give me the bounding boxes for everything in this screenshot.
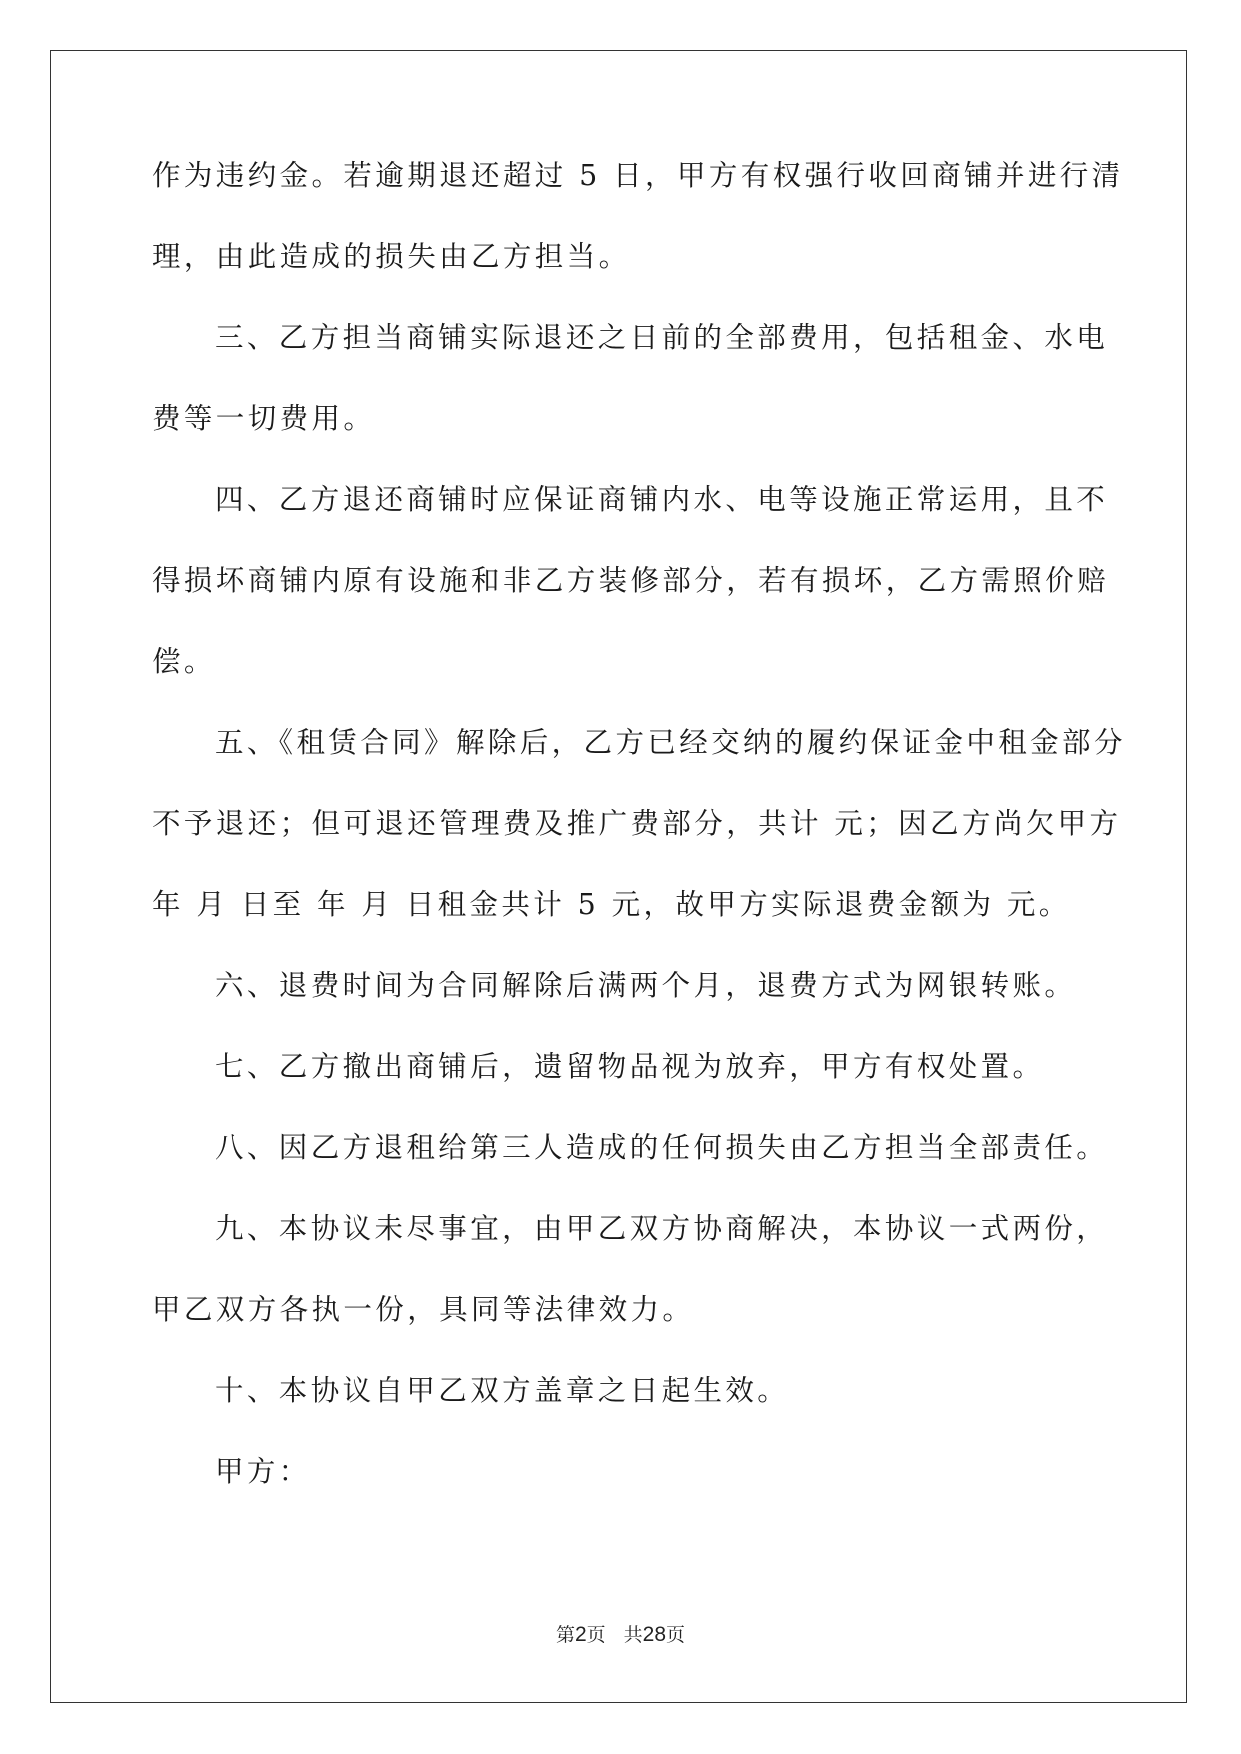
- clause-5: 五、《租赁合同》解除后，乙方已经交纳的履约保证金中租金部分: [215, 726, 1126, 759]
- text-line: 甲乙双方各执一份，具同等法律效力。: [152, 1293, 695, 1326]
- clause-3: 三、乙方担当商铺实际退还之日前的全部费用，包括租金、水电: [215, 321, 1109, 354]
- text-line: 不予退还；但可退还管理费及推广费部分，共计 元；因乙方尚欠甲方: [152, 807, 1122, 840]
- total-unit: 页: [666, 1624, 686, 1646]
- text-line: 费等一切费用。: [152, 402, 376, 435]
- document-body: [152, 158, 1126, 1535]
- page-footer: [0, 1620, 1241, 1647]
- text-line: 作为违约金。若逾期退还超过 5 日，甲方有权强行收回商铺并进行清: [152, 159, 1124, 192]
- clause-8: 八、因乙方退租给第三人造成的任何损失由乙方担当全部责任。: [215, 1131, 1109, 1164]
- party-a-label: 甲方：: [215, 1455, 311, 1488]
- clause-9: 九、本协议未尽事宜，由甲乙双方协商解决，本协议一式两份，: [215, 1212, 1109, 1245]
- text-line: 理，由此造成的损失由乙方担当。: [152, 240, 631, 273]
- total-prefix: 共: [623, 1624, 643, 1646]
- text-line: 得损坏商铺内原有设施和非乙方装修部分，若有损坏，乙方需照价赔: [152, 564, 1110, 597]
- page-prefix: 第: [555, 1624, 575, 1646]
- page-unit: 页: [586, 1624, 606, 1646]
- clause-10: 十、本协议自甲乙双方盖章之日起生效。: [215, 1374, 790, 1407]
- text-line: 年 月 日至 年 月 日租金共计 5 元，故甲方实际退费金额为 元。: [152, 888, 1071, 921]
- text-line: 偿。: [152, 645, 216, 678]
- page-number: 2: [574, 1623, 587, 1646]
- clause-6: 六、退费时间为合同解除后满两个月，退费方式为网银转账。: [215, 969, 1077, 1002]
- total-pages: 28: [642, 1623, 667, 1646]
- clause-7: 七、乙方撤出商铺后，遗留物品视为放弃，甲方有权处置。: [215, 1050, 1045, 1083]
- clause-4: 四、乙方退还商铺时应保证商铺内水、电等设施正常运用，且不: [215, 483, 1109, 516]
